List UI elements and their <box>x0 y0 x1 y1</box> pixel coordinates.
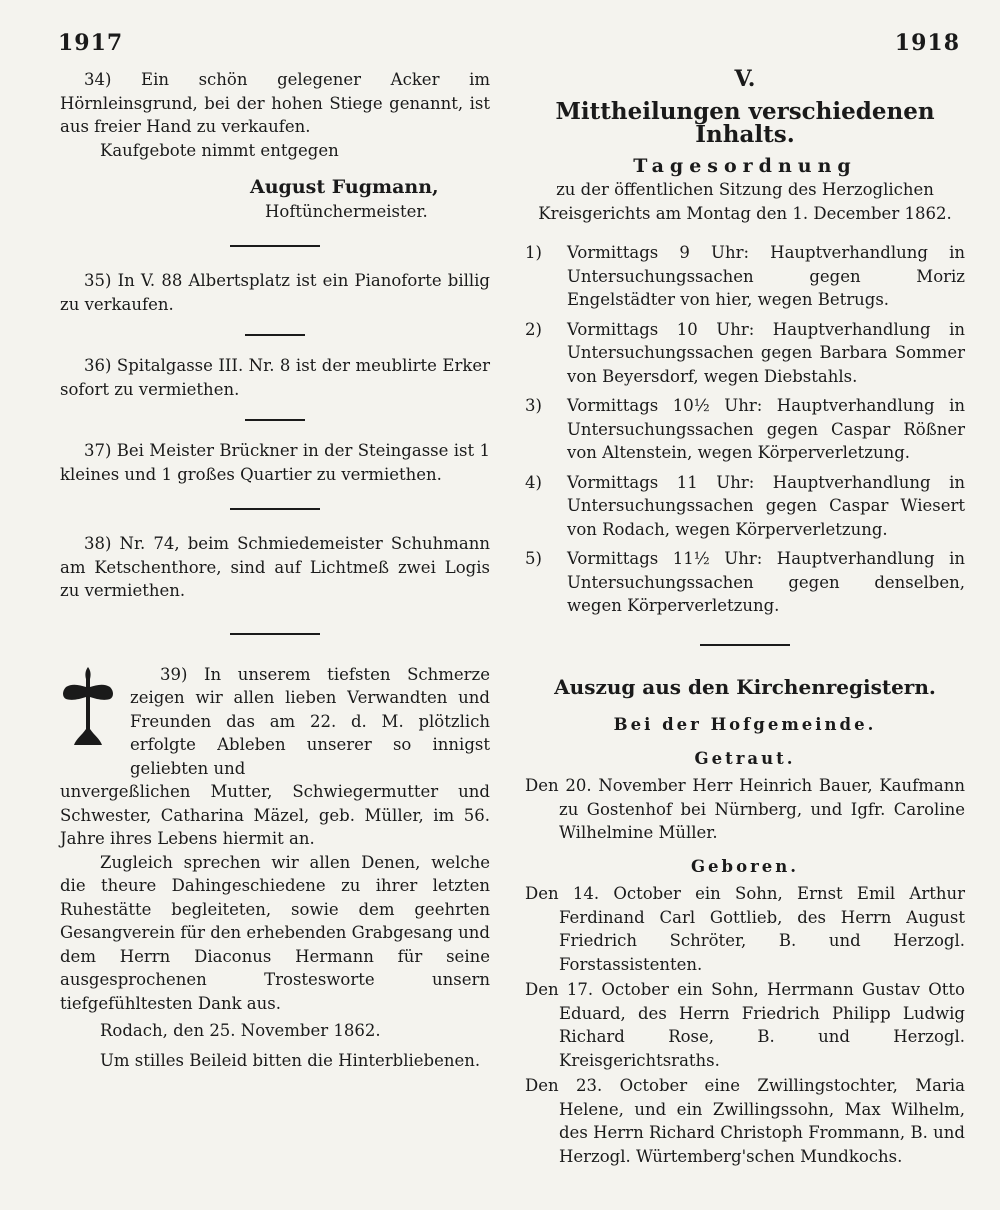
divider-rule <box>245 419 305 421</box>
section-number: V. <box>734 66 756 92</box>
married-heading: Getraut. <box>694 748 796 768</box>
register-entry: Den 20. November Herr Heinrich Bauer, Kaufmann zu Gostenhof bei Nürnberg, und Igfr. Caroline Wilhelmine Müller. <box>525 776 965 842</box>
right-column <box>525 68 965 1170</box>
section-title: Mittheilungen verschiedenen Inhalts. <box>555 97 935 148</box>
agenda-item: 1) Vormittags 9 Uhr: Hauptverhandlung in Untersuchungssachen gegen Moriz Engelstädter von hier, wegen Betrugs. <box>525 243 965 309</box>
register-entry: Den 23. October eine Zwillingstochter, Maria Helene, und ein Zwillingssohn, Max Wilhelm, des Herrn Richard Christoph Frommann, B. und Herzogl. Würtemberg'schen Mundkochs. <box>525 1076 965 1166</box>
cross-icon <box>60 665 116 747</box>
obituary <box>60 663 490 1073</box>
divider-rule <box>245 334 305 336</box>
agenda-item: 3) Vormittags 10½ Uhr: Hauptverhandlung in Untersuchungssachen gegen Caspar Rößner von Altenstein, wegen Körperverletzung. <box>525 396 965 462</box>
register-entry: Den 17. October ein Sohn, Herrmann Gustav Otto Eduard, des Herrn Friedrich Philipp Ludwig Richard Rose, B. und Herzogl. Kreisgerichtsraths. <box>525 980 965 1070</box>
page-number-left: 1917 <box>58 30 124 56</box>
divider-rule <box>700 644 790 646</box>
register-entry: Den 14. October ein Sohn, Ernst Emil Arthur Ferdinand Carl Gottlieb, des Herrn August Friedrich Schröter, B. und Herzogl. Forstassistenten. <box>525 884 965 974</box>
divider-rule <box>230 633 320 635</box>
ad-37-text: 37) Bei Meister Brückner in der Steingasse ist 1 kleines und 1 großes Quartier zu vermiethen. <box>60 441 490 484</box>
obituary-thanks: Zugleich sprechen wir allen Denen, welche die theure Dahingeschiedene zu ihrer letzten Ruhestätte begleiteten, sowie dem geehrten Gesangverein für den erhebenden Grabgesang und dem Herrn Diaconus Hermann für seine ausgesprochenen Trostesworte unsern tiefgefühltesten Dank aus. <box>60 852 490 1013</box>
ad-35-text: 35) In V. 88 Albertsplatz ist ein Pianoforte billig zu verkaufen. <box>60 271 490 314</box>
left-column <box>60 68 490 1072</box>
ad-34-signer: August Fugmann, <box>250 176 439 198</box>
divider-rule <box>230 245 320 247</box>
register-title: Auszug aus den Kirchenregistern. <box>554 674 936 699</box>
register-parish: Bei der Hofgemeinde. <box>613 715 877 734</box>
agenda-list <box>525 241 965 618</box>
obituary-opening: 39) In unserem tiefsten Schmerze zeigen wir allen lieben Verwandten und Freunden das am 22. d. M. plötzlich erfolgte Ableben unserer so innigst geliebten und <box>130 664 490 778</box>
ad-36-text: 36) Spitalgasse III. Nr. 8 ist der meublirte Erker sofort zu vermiethen. <box>60 356 490 399</box>
page-number-right: 1918 <box>894 30 960 56</box>
agenda-description: zu der öffentlichen Sitzung des Herzoglichen Kreisgerichts am Montag den 1. December 1862. <box>538 180 952 223</box>
ad-34-signer-title: Hoftünchermeister. <box>265 201 428 221</box>
agenda-title: Tagesordnung <box>633 154 857 177</box>
ad-34-note: Kaufgebote nimmt entgegen <box>100 140 339 160</box>
obituary-place-date: Rodach, den 25. November 1862. <box>100 1021 381 1040</box>
agenda-item: 4) Vormittags 11 Uhr: Hauptverhandlung in Untersuchungssachen gegen Caspar Wiesert von Rodach, wegen Körperverletzung. <box>525 472 965 539</box>
agenda-item: 2) Vormittags 10 Uhr: Hauptverhandlung in Untersuchungssachen gegen Barbara Sommer von Beyersdorf, wegen Diebstahls. <box>525 319 965 386</box>
ad-38-text: 38) Nr. 74, beim Schmiedemeister Schuhmann am Ketschenthore, sind auf Lichtmeß zwei Logis zu vermiethen. <box>60 534 490 600</box>
obituary-closing: Um stilles Beileid bitten die Hinterbliebenen. <box>100 1050 481 1070</box>
ad-34-text: 34) Ein schön gelegener Acker im Hörnleinsgrund, bei der hohen Stiege genannt, ist aus freier Hand zu verkaufen. <box>60 70 490 136</box>
born-heading: Geboren. <box>690 856 800 876</box>
obituary-announcement: unvergeßlichen Mutter, Schwiegermutter und Schwester, Catharina Mäzel, geb. Müller, im 56. Jahre ihres Lebens hiermit an. <box>60 782 490 848</box>
divider-rule <box>230 508 320 510</box>
agenda-item: 5) Vormittags 11½ Uhr: Hauptverhandlung in Untersuchungssachen gegen denselben, wegen Körperverletzung. <box>525 549 965 615</box>
